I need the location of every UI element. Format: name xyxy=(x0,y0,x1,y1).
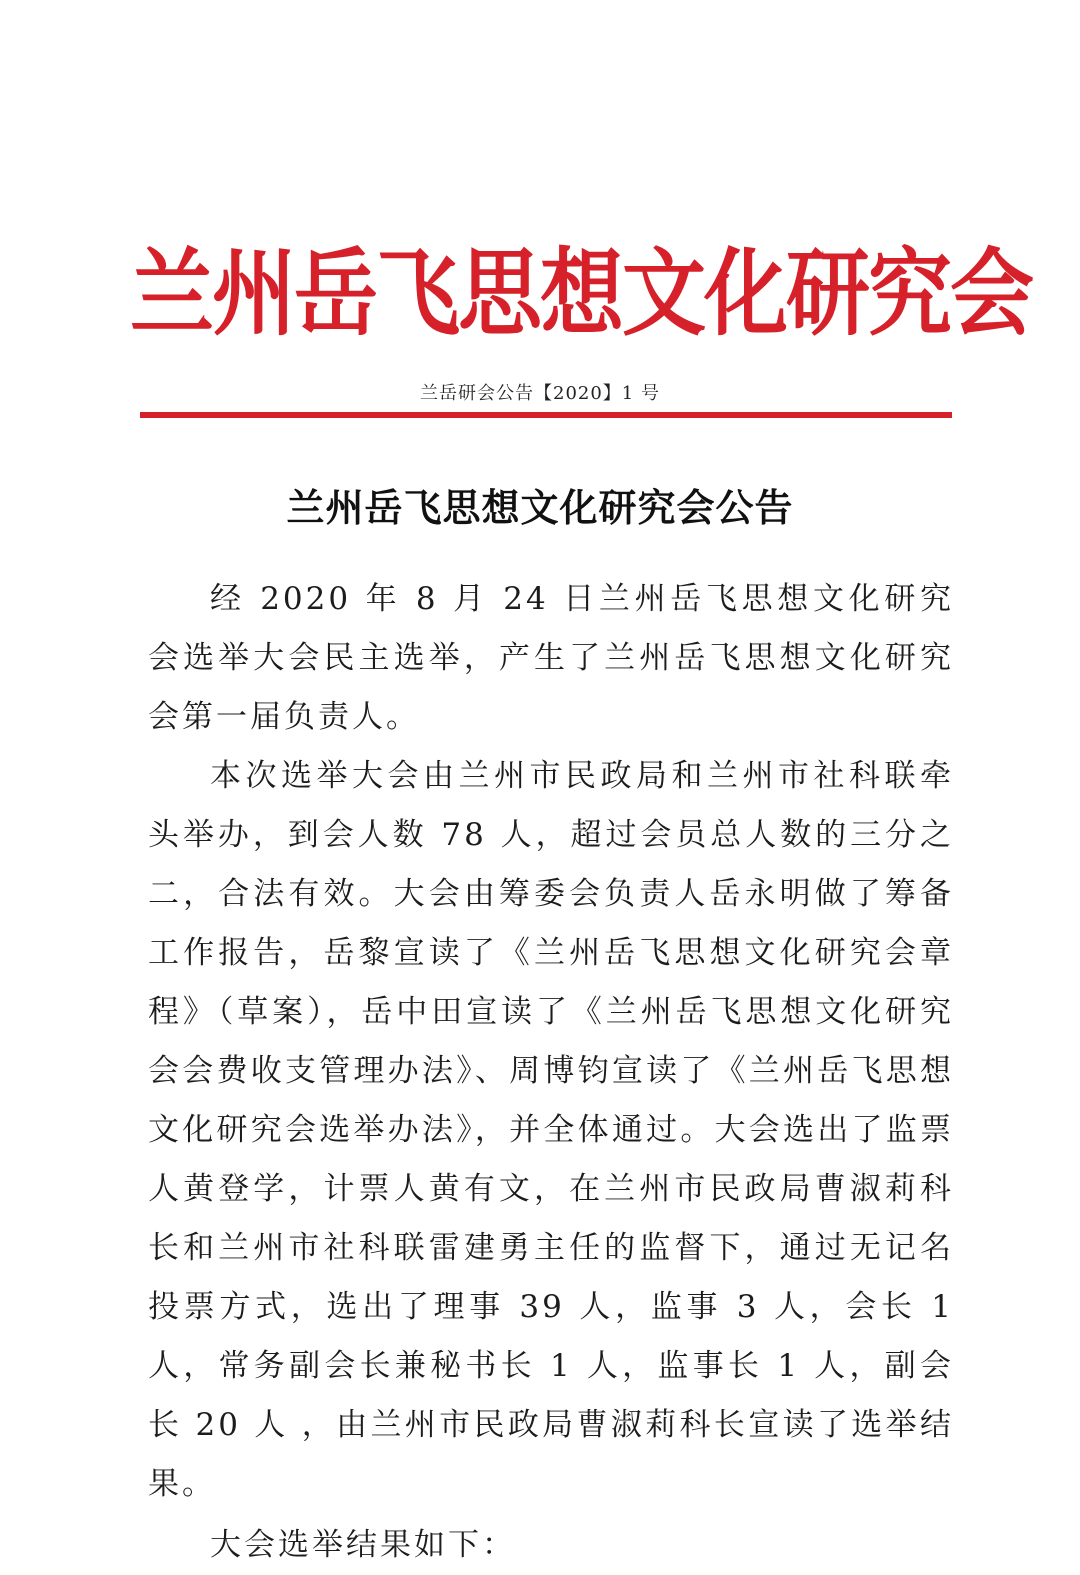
paragraph-election-summary: 经 2020 年 8 月 24 日兰州岳飞思想文化研究会选举大会民主选举，产生了兰州岳飞思想文化研究会第一届负责人。 xyxy=(148,581,954,735)
notice-title: 兰州岳飞思想文化研究会公告 xyxy=(286,485,794,530)
notice-body xyxy=(148,570,954,1575)
paragraph-election-details: 本次选举大会由兰州市民政局和兰州市社科联牵头举办，到会人数 78 人，超过会员总人数的三分之二，合法有效。大会由筹委会负责人岳永明做了筹备工作报告，岳黎宣读了《兰州岳飞思想文化研究会章程》（草案），岳中田宣读了《兰州岳飞思想文化研究会会费收支管理办法》、周博钧宣读了《兰州岳飞思想文化研究会选举办法》，并全体通过。大会选出了监票人黄登学，计票人黄有文，在兰州市民政局曹淑莉科长和兰州市社科联雷建勇主任的监督下，通过无记名投票方式，选出了理事 39 人，监事 3 人，会长 1 人，常务副会长兼秘书长 1 人，监事长 1 人，副会长 20 人 ，由兰州市民政局曹淑莉科长宣读了选举结果。 xyxy=(148,758,954,1502)
letterhead-title: 兰州岳飞思想文化研究会 xyxy=(130,237,1033,349)
paragraph-results-intro: 大会选举结果如下： xyxy=(210,1527,516,1563)
letterhead-divider xyxy=(140,412,952,418)
document-number: 兰岳研会公告【2020】1 号 xyxy=(420,383,660,404)
